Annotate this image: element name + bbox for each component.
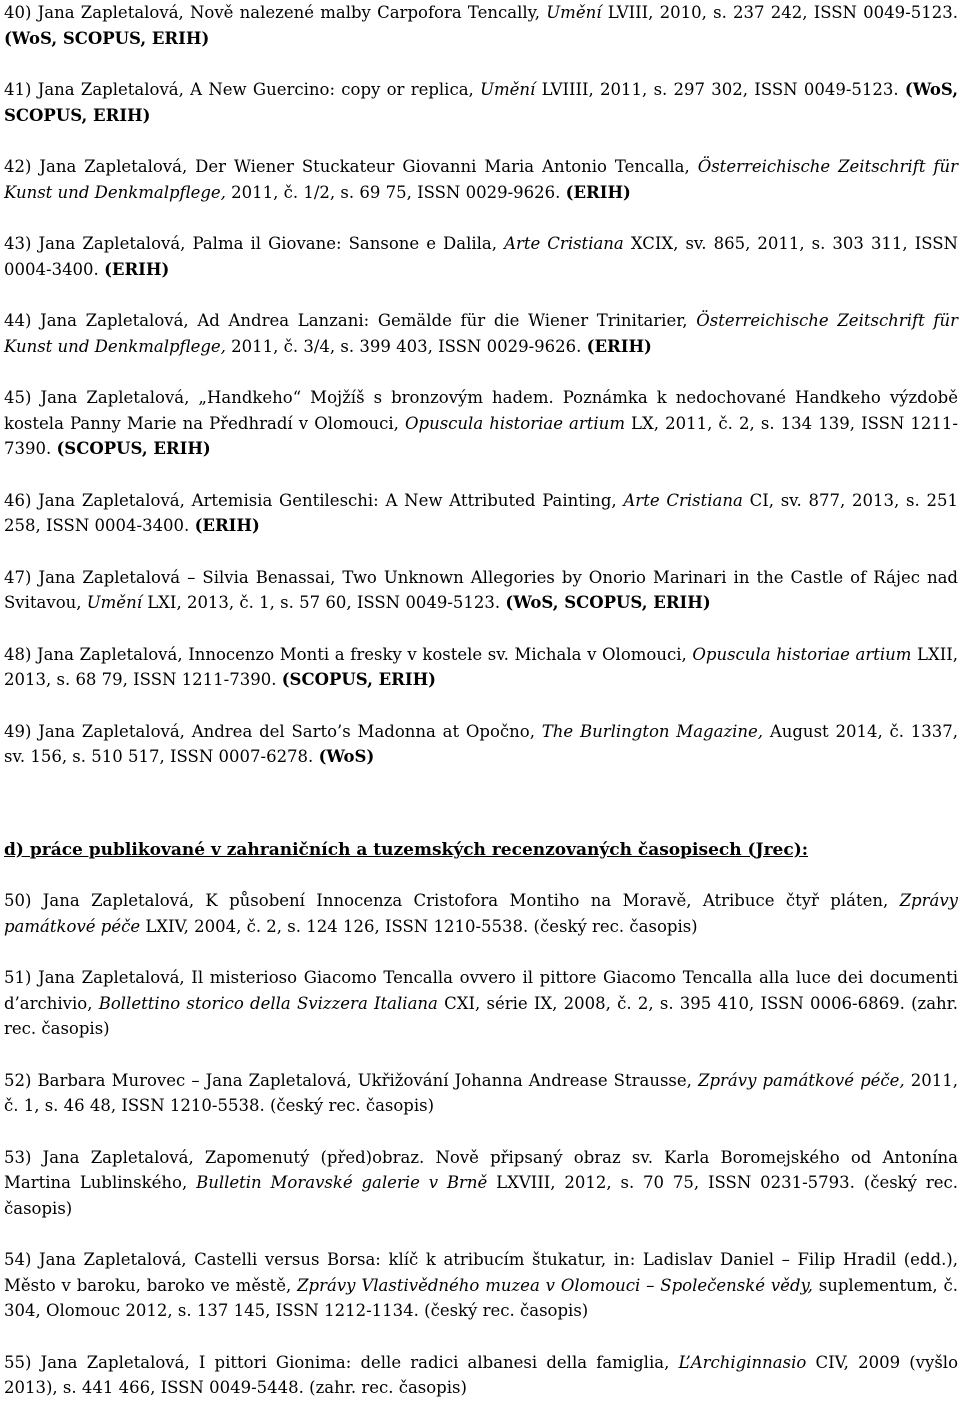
- publication-entry-42: [4, 154, 958, 205]
- citation-text: August 2014, č. 1337, sv. 156, s. 510 517, ISSN 0007-6278.: [4, 721, 958, 766]
- citation-text: 53) Jana Zapletalová, Zapomenutý (před)obraz. Nově připsaný obraz sv. Karla Boromejského od Antonína Martina Lublinského,: [4, 1147, 958, 1192]
- citation-text: 51) Jana Zapletalová, Il misterioso Giacomo Tencalla ovvero il pittore Giacomo Tencalla alla luce dei documenti d’archivio,: [4, 968, 958, 1013]
- citation-text: CIV, 2009 (vyšlo 2013), s. 441 466, ISSN 0049-5448. (zahr. rec. časopis): [4, 1352, 959, 1397]
- index-tag: (ERIH): [565, 182, 631, 202]
- citation-text: XCIX, sv. 865, 2011, s. 303 311, ISSN 0004-3400.: [4, 234, 958, 279]
- journal-title: Umění: [86, 593, 142, 612]
- journal-title: Arte Cristiana: [623, 490, 743, 510]
- index-tag: (WoS, SCOPUS, ERIH): [4, 80, 958, 125]
- citation-text: LXVIII, 2012, s. 70 75, ISSN 0231-5793. (český rec. časopis): [4, 1173, 958, 1218]
- journal-title: Umění: [480, 80, 536, 99]
- citation-text: 2011, č. 3/4, s. 399 403, ISSN 0029-9626.: [225, 336, 587, 356]
- publication-list-bottom: [4, 888, 958, 1401]
- publication-entry-52: [4, 1068, 958, 1119]
- publication-entry-53: [4, 1145, 958, 1222]
- index-tag: (WoS): [318, 747, 375, 766]
- journal-title: Bulletin Moravské galerie v Brně: [196, 1173, 488, 1192]
- journal-title: Arte Cristiana: [504, 234, 624, 253]
- publication-entry-47: [4, 565, 958, 616]
- publication-entry-54: [4, 1247, 958, 1324]
- citation-text: 42) Jana Zapletalová, Der Wiener Stuckateur Giovanni Maria Antonio Tencalla,: [4, 157, 698, 176]
- citation-text: suplementum, č. 304, Olomouc 2012, s. 137 145, ISSN 1212-1134. (český rec. časopis): [4, 1275, 958, 1320]
- citation-text: 48) Jana Zapletalová, Innocenzo Monti a fresky v kostele sv. Michala v Olomouci,: [4, 644, 693, 664]
- index-tag: (SCOPUS, ERIH): [281, 670, 436, 689]
- index-tag: (SCOPUS, ERIH): [56, 439, 211, 458]
- index-tag: (ERIH): [104, 259, 170, 279]
- journal-title: Bollettino storico della Svizzera Italiana: [98, 993, 438, 1013]
- citation-text: 40) Jana Zapletalová, Nově nalezené malby Carpofora Tencally,: [4, 3, 547, 22]
- citation-text: LVIII, 2010, s. 237 242, ISSN 0049-5123.: [601, 3, 958, 22]
- citation-text: 41) Jana Zapletalová, A New Guercino: copy or replica,: [4, 80, 481, 99]
- citation-text: LVIIII, 2011, s. 297 302, ISSN 0049-5123.: [535, 80, 905, 99]
- journal-title: Österreichische Zeitschrift für Kunst und Denkmalpflege,: [4, 311, 959, 356]
- journal-title: Opuscula historiae artium: [405, 413, 625, 433]
- citation-text: 52) Barbara Murovec – Jana Zapletalová, Ukřižování Johanna Andrease Strausse,: [4, 1070, 698, 1090]
- citation-text: 55) Jana Zapletalová, I pittori Gionima: delle radici albanesi della famiglia,: [4, 1352, 679, 1372]
- citation-text: 44) Jana Zapletalová, Ad Andrea Lanzani: Gemälde für die Wiener Trinitarier,: [4, 311, 697, 330]
- journal-title: The Burlington Magazine,: [541, 721, 764, 741]
- journal-title: Österreichische Zeitschrift für Kunst und Denkmalpflege,: [4, 157, 959, 202]
- journal-title: Umění: [546, 3, 602, 22]
- citation-text: 46) Jana Zapletalová, Artemisia Gentileschi: A New Attributed Painting,: [4, 490, 624, 510]
- citation-text: 49) Jana Zapletalová, Andrea del Sarto’s Madonna at Opočno,: [4, 721, 542, 741]
- citation-text: 2011, č. 1, s. 46 48, ISSN 1210-5538. (český rec. časopis): [4, 1070, 958, 1115]
- publication-entry-55: [4, 1350, 958, 1401]
- index-tag: (WoS, SCOPUS, ERIH): [505, 593, 711, 612]
- publication-entry-51: [4, 965, 958, 1042]
- citation-text: LX, 2011, č. 2, s. 134 139, ISSN 1211-7390.: [4, 413, 959, 458]
- publication-entry-50: [4, 888, 958, 939]
- citation-text: 2011, č. 1/2, s. 69 75, ISSN 0029-9626.: [225, 182, 566, 202]
- publication-entry-44: [4, 308, 958, 359]
- index-tag: (WoS, SCOPUS, ERIH): [4, 28, 210, 48]
- publication-entry-40: [4, 0, 958, 51]
- index-tag: (ERIH): [194, 516, 260, 535]
- publication-entry-49: [4, 719, 958, 770]
- publication-entry-43: [4, 231, 958, 282]
- publication-list-top: [4, 0, 958, 770]
- publication-entry-45: [4, 385, 958, 462]
- journal-title: Zprávy památkové péče: [4, 891, 958, 936]
- citation-text: LXI, 2013, č. 1, s. 57 60, ISSN 0049-5123.: [141, 593, 506, 612]
- publication-entry-48: [4, 642, 958, 693]
- citation-text: 54) Jana Zapletalová, Castelli versus Borsa: klíč k atribucím štukatur, in: Ladislav Daniel – Filip Hradil (edd.), Město v baroku, baroko ve městě,: [4, 1250, 958, 1295]
- citation-text: 47) Jana Zapletalová – Silvia Benassai, Two Unknown Allegories by Onorio Marinari in the Castle of Rájec nad Svitavou,: [4, 567, 958, 612]
- citation-text: CI, sv. 877, 2013, s. 251 258, ISSN 0004-3400.: [4, 490, 958, 535]
- citation-text: 45) Jana Zapletalová, „Handkeho“ Mojžíš s bronzovým hadem. Poznámka k nedochované Handkeho výzdobě kostela Panny Marie na Předhradí v Olomouci,: [4, 388, 958, 433]
- journal-title: Opuscula historiae artium: [692, 644, 912, 664]
- section-heading: d) práce publikované v zahraničních a tuzemských recenzovaných časopisech (Jrec):: [4, 839, 809, 860]
- citation-text: 43) Jana Zapletalová, Palma il Giovane: Sansone e Dalila,: [4, 234, 505, 253]
- citation-text: LXII, 2013, s. 68 79, ISSN 1211-7390.: [4, 644, 958, 689]
- index-tag: (ERIH): [586, 336, 652, 356]
- journal-title: L’Archiginnasio: [678, 1352, 807, 1372]
- citation-text: LXIV, 2004, č. 2, s. 124 126, ISSN 1210-5538. (český rec. časopis): [140, 916, 698, 936]
- journal-title: Zprávy Vlastivědného muzea v Olomouci – Společenské vědy,: [297, 1275, 813, 1295]
- citation-text: CXI, série IX, 2008, č. 2, s. 395 410, ISSN 0006-6869. (zahr. rec. časopis): [4, 993, 959, 1038]
- publication-entry-46: [4, 488, 958, 539]
- journal-title: Zprávy památkové péče,: [698, 1070, 905, 1090]
- publication-entry-41: [4, 77, 958, 128]
- citation-text: 50) Jana Zapletalová, K působení Innocenza Cristofora Montiho na Moravě, Atribuce čtyř pláten,: [4, 891, 900, 910]
